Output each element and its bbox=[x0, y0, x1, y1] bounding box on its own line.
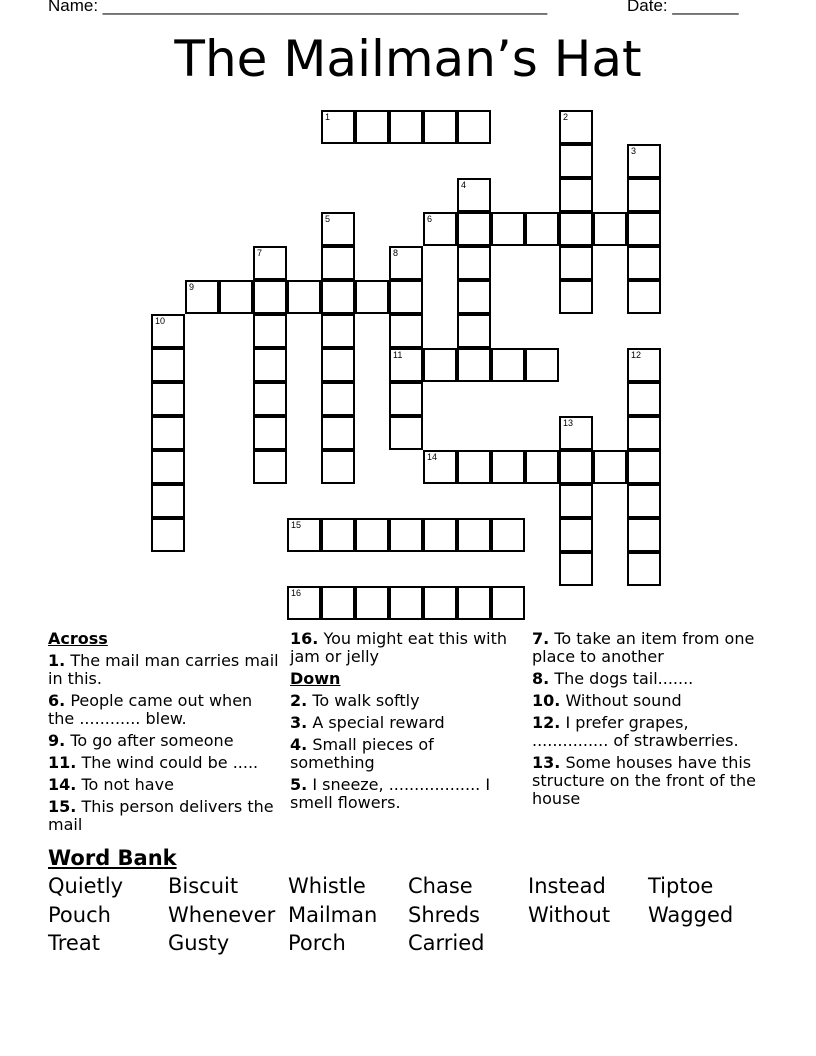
crossword-cell[interactable] bbox=[253, 314, 287, 348]
clue-across-11: 11. The wind could be ..... bbox=[48, 753, 259, 772]
clue-number: 4 bbox=[461, 180, 467, 190]
crossword-cell[interactable] bbox=[253, 382, 287, 416]
clue-number: 5 bbox=[325, 214, 331, 224]
crossword-cell[interactable] bbox=[389, 518, 423, 552]
crossword-cell[interactable] bbox=[321, 382, 355, 416]
clue-number: 16 bbox=[291, 588, 302, 598]
crossword-cell[interactable] bbox=[321, 450, 355, 484]
crossword-cell[interactable] bbox=[151, 382, 185, 416]
crossword-cell[interactable] bbox=[355, 518, 389, 552]
clue-down-8: 8. The dogs tail....... bbox=[532, 669, 694, 688]
word-bank-item: Gusty bbox=[168, 931, 230, 955]
clue-number: 15 bbox=[291, 520, 302, 530]
clue-across-1: 1. The mail man carries mail in this. bbox=[48, 651, 279, 688]
clue-across-9: 9. To go after someone bbox=[48, 731, 234, 750]
crossword-cell[interactable] bbox=[627, 144, 661, 178]
crossword-cell[interactable] bbox=[457, 246, 491, 280]
clues-col2 bbox=[290, 630, 522, 816]
crossword-cell[interactable] bbox=[389, 348, 423, 382]
crossword-cell[interactable] bbox=[389, 110, 423, 144]
word-bank-item: Instead bbox=[528, 874, 606, 898]
word-bank-item: Shreds bbox=[408, 902, 481, 927]
crossword-cell[interactable] bbox=[457, 110, 491, 144]
crossword-cell[interactable] bbox=[389, 280, 423, 314]
crossword-cell[interactable] bbox=[491, 450, 525, 484]
crossword-cell[interactable] bbox=[457, 348, 491, 382]
date-field[interactable]: Date: _______ bbox=[627, 0, 739, 15]
crossword-cell[interactable] bbox=[389, 382, 423, 416]
crossword-cell[interactable] bbox=[559, 280, 593, 314]
word-bank-item: Quietly bbox=[48, 874, 124, 898]
crossword-cell[interactable] bbox=[559, 518, 593, 552]
word-bank-item: Biscuit bbox=[168, 874, 239, 898]
crossword-cell[interactable] bbox=[559, 212, 593, 246]
clues-col3 bbox=[532, 630, 768, 812]
clue-number: 10 bbox=[155, 316, 166, 326]
crossword-cell[interactable] bbox=[287, 586, 321, 620]
clue-across-6: 6. People came out when the ............ blew. bbox=[48, 691, 253, 728]
word-bank bbox=[48, 872, 768, 958]
crossword-cell[interactable] bbox=[491, 212, 525, 246]
clue-across-15: 15. This person delivers the mail bbox=[48, 797, 274, 834]
crossword-cell[interactable] bbox=[627, 518, 661, 552]
word-bank-item: Pouch bbox=[48, 902, 111, 927]
crossword-cell[interactable] bbox=[389, 246, 423, 280]
clue-down-13: 13. Some houses have this structure on the front of the house bbox=[532, 753, 756, 808]
clue-number: 14 bbox=[427, 452, 438, 462]
crossword-cell[interactable] bbox=[151, 348, 185, 382]
page-title: The Mailman’s Hat bbox=[174, 30, 642, 88]
clue-number: 11 bbox=[393, 350, 403, 360]
crossword-cell[interactable] bbox=[627, 416, 661, 450]
crossword-cell[interactable] bbox=[423, 518, 457, 552]
crossword-cell[interactable] bbox=[355, 586, 389, 620]
word-bank-item: Wagged bbox=[648, 902, 734, 927]
crossword-cell[interactable] bbox=[321, 416, 355, 450]
name-field[interactable]: Name: _______________________________________________ bbox=[48, 0, 548, 15]
crossword-cell[interactable] bbox=[253, 450, 287, 484]
crossword-cell[interactable] bbox=[491, 348, 525, 382]
crossword-cell[interactable] bbox=[321, 518, 355, 552]
clue-number: 13 bbox=[563, 418, 574, 428]
crossword-cell[interactable] bbox=[627, 382, 661, 416]
crossword-cell[interactable] bbox=[559, 416, 593, 450]
clue-down-10: 10. Without sound bbox=[532, 691, 682, 710]
clue-number: 1 bbox=[325, 112, 331, 122]
crossword-cell[interactable] bbox=[423, 348, 457, 382]
crossword-cell[interactable] bbox=[627, 348, 661, 382]
crossword-cell[interactable] bbox=[525, 212, 559, 246]
word-bank-item: Tiptoe bbox=[648, 874, 714, 898]
crossword-cell[interactable] bbox=[321, 246, 355, 280]
word-bank-item: Whenever bbox=[168, 902, 276, 927]
crossword-cell[interactable] bbox=[457, 518, 491, 552]
clue-number: 2 bbox=[563, 112, 569, 122]
clue-number: 12 bbox=[631, 350, 642, 360]
crossword-cell[interactable] bbox=[151, 416, 185, 450]
crossword-cell[interactable] bbox=[321, 110, 355, 144]
crossword-cell[interactable] bbox=[457, 450, 491, 484]
crossword-cell[interactable] bbox=[559, 450, 593, 484]
crossword-cell[interactable] bbox=[627, 178, 661, 212]
crossword-cell[interactable] bbox=[627, 552, 661, 586]
word-bank-item: Carried bbox=[408, 931, 485, 955]
word-bank-item: Whistle bbox=[288, 874, 366, 898]
crossword-cell[interactable] bbox=[423, 110, 457, 144]
clue-number: 7 bbox=[257, 248, 263, 258]
crossword-cell[interactable] bbox=[593, 212, 627, 246]
crossword-cell[interactable] bbox=[491, 518, 525, 552]
clue-down-5: 5. I sneeze, .................. I smell flowers. bbox=[290, 775, 491, 812]
clue-down-7: 7. To take an item from one place to another bbox=[532, 629, 755, 666]
crossword-cell[interactable] bbox=[423, 586, 457, 620]
crossword-cell[interactable] bbox=[491, 586, 525, 620]
crossword-cell[interactable] bbox=[627, 212, 661, 246]
crossword-cell[interactable] bbox=[321, 586, 355, 620]
word-bank-item: Porch bbox=[288, 931, 346, 955]
clue-across-14: 14. To not have bbox=[48, 775, 174, 794]
clue-number: 9 bbox=[189, 282, 195, 292]
clue-down-4: 4. Small pieces of something bbox=[290, 735, 434, 772]
crossword-cell[interactable] bbox=[253, 246, 287, 280]
crossword-cell[interactable] bbox=[559, 246, 593, 280]
crossword-cell[interactable] bbox=[525, 348, 559, 382]
crossword-cell[interactable] bbox=[355, 280, 389, 314]
crossword-cell[interactable] bbox=[151, 484, 185, 518]
crossword-cell[interactable] bbox=[627, 484, 661, 518]
crossword-cell[interactable] bbox=[559, 552, 593, 586]
crossword-cell[interactable] bbox=[219, 280, 253, 314]
clue-down-12: 12. I prefer grapes, ............... of strawberries. bbox=[532, 713, 739, 750]
word-bank-title: Word Bank bbox=[48, 846, 177, 870]
crossword-cell[interactable] bbox=[457, 314, 491, 348]
crossword-cell[interactable] bbox=[627, 280, 661, 314]
crossword-cell[interactable] bbox=[151, 314, 185, 348]
crossword-cell[interactable] bbox=[355, 110, 389, 144]
crossword-cell[interactable] bbox=[457, 178, 491, 212]
crossword-cell[interactable] bbox=[559, 144, 593, 178]
crossword-cell[interactable] bbox=[423, 450, 457, 484]
crossword-cell[interactable] bbox=[559, 110, 593, 144]
across-heading: Across bbox=[48, 629, 108, 648]
clue-down-3: 3. A special reward bbox=[290, 713, 445, 732]
word-bank-item: Mailman bbox=[288, 902, 378, 927]
crossword-cell[interactable] bbox=[525, 450, 559, 484]
crossword-cell[interactable] bbox=[389, 586, 423, 620]
word-bank-item: Chase bbox=[408, 874, 473, 898]
clue-number: 3 bbox=[631, 146, 637, 156]
crossword-cell[interactable] bbox=[185, 280, 219, 314]
crossword-cell[interactable] bbox=[627, 450, 661, 484]
crossword-cell[interactable] bbox=[151, 518, 185, 552]
crossword-cell[interactable] bbox=[593, 450, 627, 484]
crossword-cell[interactable] bbox=[423, 212, 457, 246]
crossword-cell[interactable] bbox=[287, 280, 321, 314]
clue-number: 8 bbox=[393, 248, 399, 258]
crossword-cell[interactable] bbox=[253, 280, 287, 314]
crossword-cell[interactable] bbox=[321, 314, 355, 348]
crossword-cell[interactable] bbox=[457, 280, 491, 314]
word-bank-item: Without bbox=[528, 902, 611, 927]
across-clues-col1 bbox=[48, 630, 280, 838]
crossword-cell[interactable] bbox=[253, 348, 287, 382]
word-bank-item: Treat bbox=[48, 931, 100, 955]
crossword-cell[interactable] bbox=[321, 348, 355, 382]
crossword-cell[interactable] bbox=[389, 416, 423, 450]
crossword-cell[interactable] bbox=[559, 178, 593, 212]
crossword-cell[interactable] bbox=[321, 280, 355, 314]
crossword-cell[interactable] bbox=[321, 212, 355, 246]
clue-down-2: 2. To walk softly bbox=[290, 691, 420, 710]
crossword-cell[interactable] bbox=[287, 518, 321, 552]
crossword-cell[interactable] bbox=[559, 484, 593, 518]
crossword-cell[interactable] bbox=[457, 212, 491, 246]
clue-across-16: 16. You might eat this with jam or jelly bbox=[290, 629, 508, 666]
crossword-cell[interactable] bbox=[151, 450, 185, 484]
crossword-cell[interactable] bbox=[389, 314, 423, 348]
clue-number: 6 bbox=[427, 214, 433, 224]
down-heading: Down bbox=[290, 669, 341, 688]
crossword-cell[interactable] bbox=[627, 246, 661, 280]
crossword-cell[interactable] bbox=[457, 586, 491, 620]
crossword-cell[interactable] bbox=[253, 416, 287, 450]
